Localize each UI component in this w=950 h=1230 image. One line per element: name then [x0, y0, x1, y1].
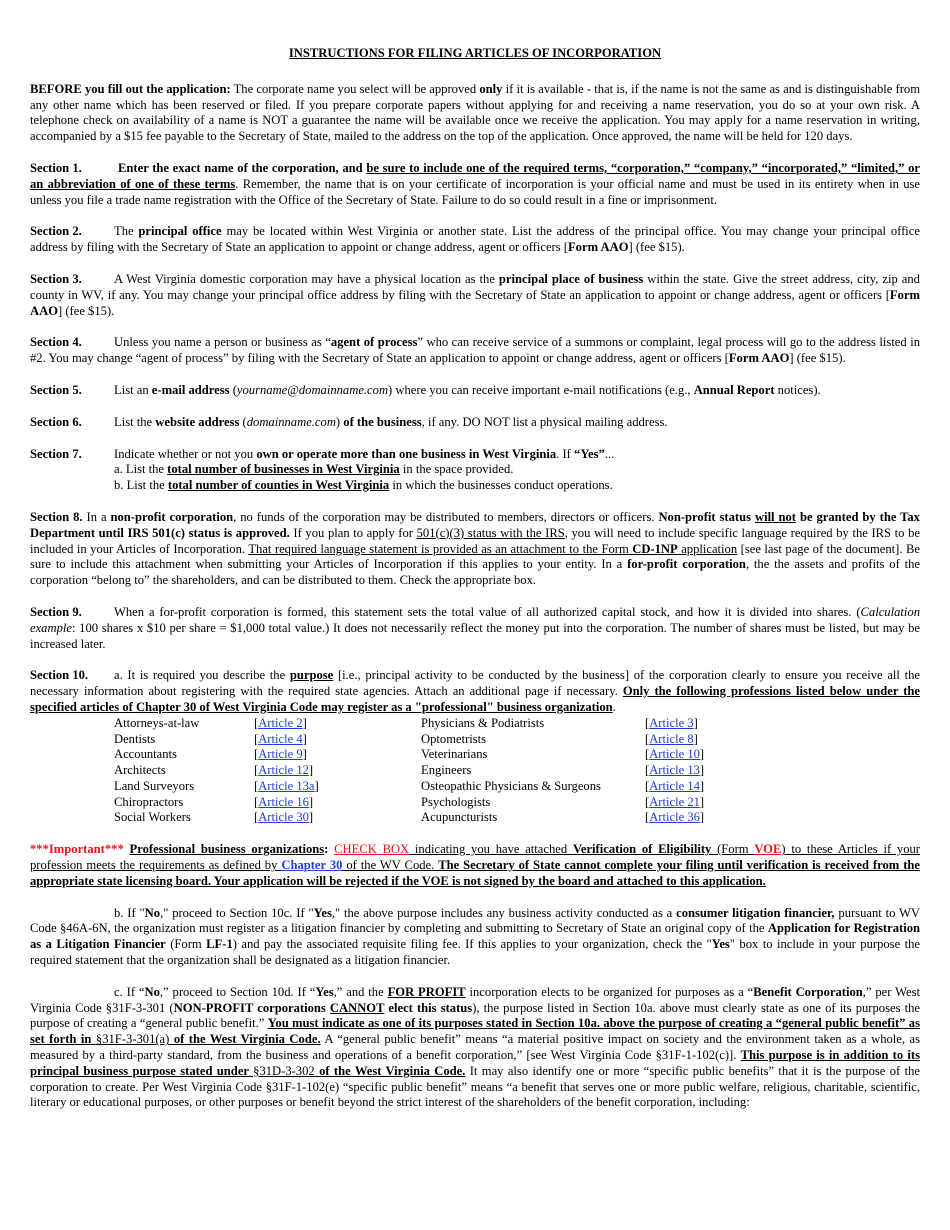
- text: may be located within West Virginia or another state. List the address of the principal office. You may change your principal office address by filing with the Secretary of State an application to appoint or change address, agent or officers [: [30, 224, 920, 255]
- article-link[interactable]: Article 30: [258, 810, 309, 825]
- text: Calculation example: [30, 604, 920, 635]
- bracket: [: [254, 810, 259, 825]
- text: of the business: [343, 414, 422, 429]
- text: website address: [155, 414, 240, 429]
- text: indicating you have attached: [409, 842, 573, 857]
- profession-row: [114, 779, 725, 795]
- chapter-30-link[interactable]: Chapter 30: [281, 858, 343, 873]
- profession-name: Attorneys-at-law: [114, 715, 200, 730]
- text: principal place of business: [498, 271, 644, 286]
- text: incorporation elects to be organized for purposes as a “: [465, 984, 754, 999]
- text: ...: [604, 446, 615, 461]
- profession-row: [114, 716, 725, 732]
- text: ] (fee $15).: [628, 240, 685, 255]
- text: It may also identify one or more “specific public benefits” that it is the purpose of the corporation to create. Per West Virginia Code §31F-1-102(e) “specific public benefit” means “a benefit that serves one or more public welfare, religious, charitable, scientific, literary or educational purposes, or other purposes or benefit beyond the strict interest of the shareholders of the benefit corporation, including:: [30, 1063, 921, 1110]
- article-cell: [254, 779, 421, 795]
- text: , no funds of the corporation may be distributed to members, directors or officers.: [233, 509, 659, 524]
- text: Only the following professions listed below under the specified articles of Chapter 30 of West Virginia Code may register as a "professional" business organization: [30, 684, 920, 714]
- bracket: [: [254, 763, 259, 778]
- text: ,” proceed to Section 10d. If “: [159, 984, 316, 999]
- section-7-a: [30, 462, 920, 478]
- text: :: [324, 842, 335, 857]
- text: c. If “: [114, 984, 145, 999]
- article-link[interactable]: Article 10: [649, 747, 700, 762]
- text: If you plan to apply for: [289, 525, 417, 540]
- section-7: [30, 447, 920, 494]
- text: total number of counties in West Virginia: [167, 478, 390, 493]
- professions-table: [114, 716, 725, 827]
- text: ” who can receive service of a summons or complaint, legal process will go to the address listed in #2. You may change “agent of process” by filing with the Secretary of State an application to appoint or change address, agent or officers [: [30, 335, 920, 366]
- bracket: ]: [308, 794, 314, 809]
- text: Annual Report: [693, 382, 775, 397]
- text: The: [114, 224, 139, 239]
- bracket: ]: [699, 810, 705, 825]
- profession-cell: [421, 763, 645, 779]
- article-cell: [645, 779, 725, 795]
- profession-cell: [421, 732, 645, 748]
- text: ) to these Articles if your profession meets the requirements as defined by: [30, 842, 921, 873]
- profession-cell: [114, 747, 254, 763]
- article-cell: [254, 795, 421, 811]
- text: , if any. DO NOT list a physical mailing address.: [421, 414, 668, 429]
- article-link[interactable]: Article 3: [649, 715, 694, 730]
- before-lead: BEFORE you fill out the application:: [30, 81, 231, 96]
- text: be granted by the Tax Department until IRS 501(c) status is approved.: [30, 509, 920, 540]
- text: List an: [114, 382, 152, 397]
- text: ," the above purpose includes any business activity conducted as a: [331, 905, 677, 920]
- bracket: [: [254, 794, 259, 809]
- text: in which the businesses conduct operations.: [389, 478, 613, 493]
- article-cell: [645, 810, 725, 826]
- section-label: Section 4.: [30, 335, 82, 350]
- code-ref: §31D-3-302: [253, 1063, 315, 1078]
- profession-name: Accountants: [114, 747, 177, 762]
- article-link[interactable]: Article 8: [649, 731, 694, 746]
- bracket: ]: [302, 747, 307, 762]
- text: No: [144, 905, 161, 920]
- form-ref: Form AAO: [30, 287, 920, 318]
- bracket: ]: [699, 778, 705, 793]
- text: Enter the exact name of the corporation, and: [118, 160, 367, 175]
- article-cell: [645, 732, 725, 748]
- article-link[interactable]: Article 13: [649, 763, 700, 778]
- text: " box to include in your purpose the required statement that the organization shall be designated as a litigation financier.: [30, 937, 920, 968]
- text: This purpose is in addition to its principal business purpose stated under: [30, 1048, 920, 1078]
- profession-name: Psychologists: [421, 794, 491, 809]
- bracket: [: [645, 747, 650, 762]
- section-label: Section 9.: [30, 604, 82, 619]
- article-cell: [254, 716, 421, 732]
- section-label: Section 2.: [30, 224, 82, 239]
- section-label: Section 1.: [30, 160, 82, 175]
- article-link[interactable]: Article 36: [649, 810, 700, 825]
- text: (: [239, 414, 247, 429]
- article-link[interactable]: Article 16: [258, 794, 309, 809]
- section-4: [30, 335, 920, 367]
- article-cell: [645, 716, 725, 732]
- section-9: [30, 605, 920, 652]
- document-title: INSTRUCTIONS FOR FILING ARTICLES OF INCORPORATION: [288, 46, 662, 60]
- text: Benefit Corporation: [753, 984, 863, 999]
- profession-name: Architects: [114, 763, 166, 778]
- text: , you will need to include specific language required by the IRS to be included in your Articles of Incorporation.: [30, 525, 920, 556]
- article-link[interactable]: Article 21: [649, 794, 700, 809]
- form-ref: CD-1NP: [632, 541, 678, 556]
- section-7-main: [30, 447, 920, 463]
- text: VOE: [754, 842, 782, 857]
- bracket: [: [645, 810, 650, 825]
- profession-cell: [114, 763, 254, 779]
- example-email: yourname@domainname.com: [236, 382, 389, 397]
- text: (: [229, 382, 237, 397]
- text: own or operate more than one business in West Virginia: [256, 446, 557, 461]
- section-label: Section 5.: [30, 382, 82, 397]
- text: : 100 shares x $10 per share = $1,000 total value.) It does not necessarily reflect the money put into the corporation. The number of shares must be listed, but may be increased later.: [30, 620, 920, 651]
- text: That required language statement is provided as an attachment to the Form: [248, 541, 633, 556]
- text: elect this status: [384, 1000, 473, 1015]
- section-10b: [30, 906, 920, 969]
- profession-row: [114, 747, 725, 763]
- profession-name: Land Surveyors: [114, 778, 195, 793]
- text: CANNOT: [329, 1000, 385, 1015]
- bracket: ]: [308, 810, 314, 825]
- text: e-mail address: [151, 382, 230, 397]
- text: No: [144, 984, 160, 999]
- profession-name: Chiropractors: [114, 794, 184, 809]
- section-7-b: [30, 478, 920, 494]
- bracket: [: [254, 715, 259, 730]
- important-notice: [30, 842, 920, 889]
- section-label: Section 6.: [30, 414, 82, 429]
- text: A “general public benefit” means “a material positive impact on society and the environment taken as a whole, as measured by a third-party standard, from the business and operations of a benefit corporation,” [see West Virginia Code §31F-1-102(c)].: [30, 1032, 920, 1063]
- profession-cell: [421, 795, 645, 811]
- article-cell: [254, 763, 421, 779]
- section-10c: [30, 985, 920, 1111]
- bracket: ]: [699, 763, 705, 778]
- text: ) where you can receive important e-mail notifications (e.g.,: [388, 382, 694, 397]
- text: . If: [556, 446, 575, 461]
- text: FOR PROFIT: [387, 984, 466, 999]
- article-cell: [645, 763, 725, 779]
- example-domain: domainname.com: [246, 414, 336, 429]
- profession-name: Physicians & Podiatrists: [421, 715, 545, 730]
- profession-cell: [421, 779, 645, 795]
- section-label: Section 7.: [30, 446, 82, 461]
- before-paragraph: [30, 82, 920, 145]
- form-ref: Form AAO: [567, 240, 629, 255]
- text: When a for-profit corporation is formed, this statement sets the total value of all authorized capital stock, and how it is divided into shares. (: [114, 604, 861, 619]
- profession-cell: [421, 810, 645, 826]
- profession-name: Dentists: [114, 731, 156, 746]
- code-ref: §31F-3-301(a): [95, 1032, 170, 1047]
- text: . Remember, the name that is on your certificate of incorporation is your official name and must be used in its entirety when in use unless you file a trade name registration with the Office of the Secretary of State. Failure to do so could result in a fine or imprisonment.: [30, 176, 921, 207]
- text: will not: [754, 509, 796, 524]
- important-tag: ***Important***: [30, 842, 124, 857]
- text: consumer litigation financier,: [676, 905, 835, 920]
- text: application: [677, 541, 738, 556]
- section-10: [30, 668, 920, 715]
- text: a. It is required you describe the: [114, 668, 290, 683]
- profession-cell: [114, 732, 254, 748]
- form-ref: Form AAO: [728, 351, 790, 366]
- profession-cell: [114, 795, 254, 811]
- bracket: [: [254, 778, 259, 793]
- bracket: [: [645, 763, 650, 778]
- article-cell: [254, 810, 421, 826]
- profession-row: [114, 732, 725, 748]
- text: ] (fee $15).: [789, 351, 846, 366]
- section-5: [30, 383, 920, 399]
- profession-cell: [114, 779, 254, 795]
- section-8: [30, 510, 920, 589]
- text: ) and pay the associated requisite filing fee. If this applies to your organization, check the ": [232, 937, 712, 952]
- bracket: [: [645, 778, 650, 793]
- profession-row: [114, 810, 725, 826]
- text: b. List the: [114, 478, 168, 493]
- text: NON-PROFIT corporations: [173, 1000, 330, 1015]
- bracket: ]: [314, 778, 319, 793]
- text: A West Virginia domestic corporation may have a physical location as the: [114, 271, 499, 286]
- text: [i.e., principal activity to be conducted by the business] of the corporation clearly to ensure you receive all the necessary information about registering with the required state agencies. Attach an additional page if necessary.: [30, 668, 920, 699]
- text: List the: [114, 414, 156, 429]
- text: 501(c)(3) status with the IRS: [416, 525, 565, 540]
- profession-name: Veterinarians: [421, 747, 488, 762]
- text: ] (fee $15).: [58, 303, 115, 318]
- text: pursuant to WV Code §46A-6N, the organization must register as a litigation financier by completing and submitting to Secretary of State an original copy of the: [30, 905, 920, 936]
- profession-cell: [114, 810, 254, 826]
- bracket: [: [254, 731, 259, 746]
- text: Unless you name a person or business as “: [114, 335, 331, 350]
- article-link[interactable]: Article 14: [649, 778, 700, 793]
- text: Application for Registration as a Litigation Financier: [30, 921, 920, 952]
- section-2: [30, 224, 920, 256]
- text: ), the purpose listed in Section 10a. above must clearly state as one of its purposes the purpose of creating a “general public benefit.”: [30, 1000, 920, 1031]
- text: (Form: [165, 937, 207, 952]
- section-label: Section 8.: [30, 509, 83, 524]
- text: .: [612, 699, 616, 714]
- bracket: ]: [693, 715, 698, 730]
- text: In a: [82, 509, 111, 524]
- text: ,” and the: [333, 984, 388, 999]
- text: Non-profit status: [658, 509, 755, 524]
- bracket: ]: [699, 747, 705, 762]
- text: agent of process: [330, 335, 418, 350]
- text: of the WV Code.: [342, 858, 439, 873]
- bracket: [: [645, 715, 650, 730]
- text: for-profit corporation: [627, 557, 746, 572]
- article-link[interactable]: Article 2: [258, 715, 303, 730]
- article-link[interactable]: Article 9: [258, 747, 303, 762]
- bracket: [: [645, 731, 650, 746]
- text: (Form: [711, 842, 755, 857]
- text: Yes: [313, 905, 332, 920]
- text: notices).: [774, 382, 821, 397]
- text: You must indicate as one of its purposes stated in Section 10a. above the purpose of creating a “general public benefit” as set forth in: [30, 1016, 921, 1047]
- bracket: ]: [308, 763, 314, 778]
- text: a. List the: [114, 462, 168, 477]
- section-3: [30, 272, 920, 319]
- text: in the space provided.: [399, 462, 514, 477]
- text: “Yes”: [574, 446, 605, 461]
- profession-name: Optometrists: [421, 731, 487, 746]
- text: ): [335, 414, 344, 429]
- text: ," proceed to Section 10c. If ": [160, 905, 314, 920]
- text: Yes: [711, 937, 730, 952]
- text: ,” per West Virginia Code §31F-3-301 (: [30, 984, 920, 1015]
- article-cell: [254, 747, 421, 763]
- required-terms: be sure to include one of the required terms, “corporation,” “company,” “incorporated,” “limited,” or an abbreviation of one of these terms: [30, 160, 920, 191]
- profession-name: Acupuncturists: [421, 810, 498, 825]
- text: Verification of Eligibility: [572, 842, 712, 857]
- form-ref: LF-1: [206, 937, 233, 952]
- text: if it is available - that is, if the name is not the same as and is distinguishable from any other name which has been reserved or filed. If you prepare corporate papers without applying for and receiving a name reservation, you do so at your own risk. A telephone check on availability of a name is NOT a guarantee the name will be available once we receive the application. You may apply for a name reservation in writing, accompanied by a $15 fee payable to the Secretary of State, mailed to the address on the top of the application. Once approved, the name will be held for 120 days.: [30, 81, 920, 144]
- check-box-text: CHECK BOX: [334, 842, 410, 857]
- text: Yes: [315, 984, 334, 999]
- profession-row: [114, 795, 725, 811]
- bracket: ]: [302, 715, 307, 730]
- text: , the the assets and profits of the corporation “belong to” the shareholders, and can be distributed to them. Check the appropriate box.: [30, 557, 921, 588]
- article-link[interactable]: Article 4: [258, 731, 303, 746]
- bracket: [: [254, 747, 259, 762]
- profession-cell: [421, 716, 645, 732]
- profession-cell: [114, 716, 254, 732]
- text: b. If ": [114, 905, 145, 920]
- profession-row: [114, 763, 725, 779]
- text: non-profit corporation: [110, 509, 234, 524]
- text: Professional business organizations: [129, 842, 325, 857]
- text: The Secretary of State cannot complete your filing until verification is received from the appropriate state licensing board. Your application will be rejected if the VOE is not signed by the board and attached to this application.: [30, 858, 920, 888]
- section-6: [30, 415, 920, 431]
- section-1: [30, 161, 920, 208]
- profession-name: Social Workers: [114, 810, 191, 825]
- bracket: [: [645, 794, 650, 809]
- text: within the state. Give the street address, city, zip and county in WV, if any. You may change your principal office address by filing with the Secretary of State an application to appoint or change address, agent or officers [: [30, 271, 920, 302]
- profession-name: Osteopathic Physicians & Surgeons: [421, 778, 601, 793]
- section-label: Section 3.: [30, 271, 82, 286]
- text-only: only: [479, 81, 503, 96]
- text: Indicate whether or not you: [114, 446, 257, 461]
- section-label: Section 10.: [30, 668, 89, 683]
- bracket: ]: [302, 731, 307, 746]
- article-cell: [254, 732, 421, 748]
- article-cell: [645, 747, 725, 763]
- text: principal office: [138, 224, 222, 239]
- article-link[interactable]: Article 13a: [258, 778, 315, 793]
- article-link[interactable]: Article 12: [258, 763, 309, 778]
- profession-name: Engineers: [421, 763, 472, 778]
- profession-cell: [421, 747, 645, 763]
- article-cell: [645, 795, 725, 811]
- text: [see last page of the document]. Be sure to include this attachment when submitting your Articles of Incorporation if this applies to your entity. In a: [30, 541, 920, 572]
- text: The corporate name you select will be approved: [230, 81, 480, 96]
- bracket: ]: [693, 731, 698, 746]
- text: total number of businesses in West Virginia: [167, 462, 400, 477]
- text: purpose: [289, 668, 334, 683]
- bracket: ]: [699, 794, 705, 809]
- text: of the West Virginia Code.: [314, 1063, 466, 1078]
- text: of the West Virginia Code.: [169, 1032, 321, 1047]
